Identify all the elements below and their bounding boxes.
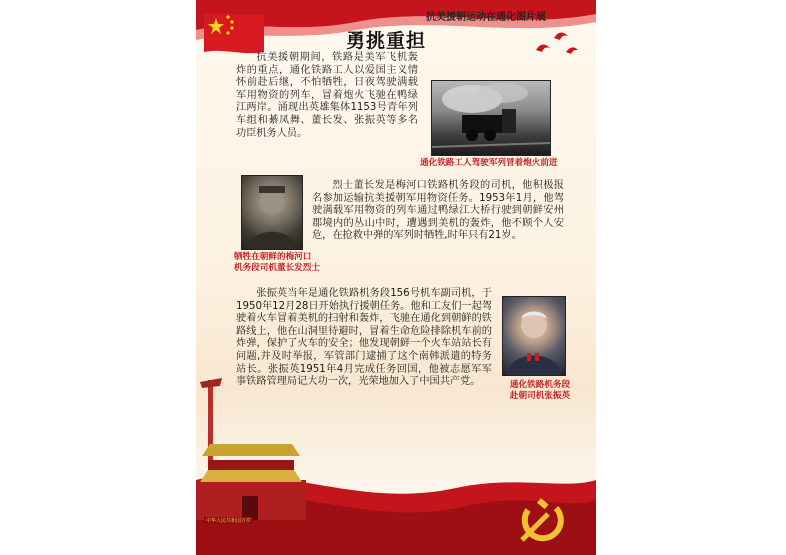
gate-slogan-label: 中华人民共和国万岁 xyxy=(206,518,252,524)
zhang-caption-line1: 通化铁路机务段 xyxy=(509,380,571,390)
dong-changfa-portrait xyxy=(241,175,303,250)
dong-caption-line1: 牺牲在朝鲜的梅河口 xyxy=(234,252,312,262)
train-photo-caption: 通化铁路工人驾驶军列冒着炮火前进 xyxy=(420,158,558,168)
doves-icon xyxy=(526,20,586,60)
train-photo xyxy=(431,80,551,156)
poster xyxy=(196,0,596,555)
portrait-silhouette xyxy=(242,176,302,249)
paragraph-railway-workers: 抗美援朝期间，铁路是美军飞机轰炸的重点，通化铁路工人以爱国主义情怀前赴后继，不怕牺牲，日夜驾驶满载军用物资的列车，冒着炮火飞驰在鸭绿江两岸。涌现出英雄集体1153号青年列车组和綦凤舞、董长发、张振英等多名功臣机务人员。 xyxy=(236,52,418,139)
series-title: 抗美援朝运动在通化图片展 xyxy=(426,12,546,23)
tiananmen-gate-icon xyxy=(196,444,306,520)
page-title: 勇挑重担 xyxy=(346,30,427,52)
paragraph-dong-changfa: 烈士董长发是梅河口铁路机务段的司机，他积极报名参加运输抗美援朝军用物资任务。1953年1月，他驾驶满载军用物资的列车通过鸭绿江大桥行驶到朝鲜安州郡境内的丛山中时，遭遇到美机的轰炸，他不顾个人安危，在抢救中弹的军列时牺牲,时年只有21岁。 xyxy=(312,180,564,242)
chinese-flag-icon xyxy=(204,10,264,56)
bottom-decoration xyxy=(196,360,596,555)
dong-changfa-caption xyxy=(234,252,322,274)
dong-caption-line2: 机务段司机董长发烈士 xyxy=(234,263,320,273)
paragraph-zhang-zhenying: 张振英当年是通化铁路机务段156号机车副司机，于1950年12月28日开始执行援朝任务。他和工友们一起驾驶着火车冒着美机的扫射和轰炸，飞驰在通化到朝鲜的铁路线上，他在山洞里待避时，冒着生命危险排除机车前的炸弹，保护了火车的安全；他发现朝鲜一个火车站站长有问题,并及时举报，军管部门逮捕了这个南韩派遣的特务站长。张振英1951年4月完成任务回国，他被志愿军军事铁路管理局记大功一次，光荣地加入了中国共产党。 xyxy=(236,288,492,388)
steam-train-illustration xyxy=(432,81,550,155)
zhang-caption-line2: 赴朝司机张振英 xyxy=(509,391,571,401)
